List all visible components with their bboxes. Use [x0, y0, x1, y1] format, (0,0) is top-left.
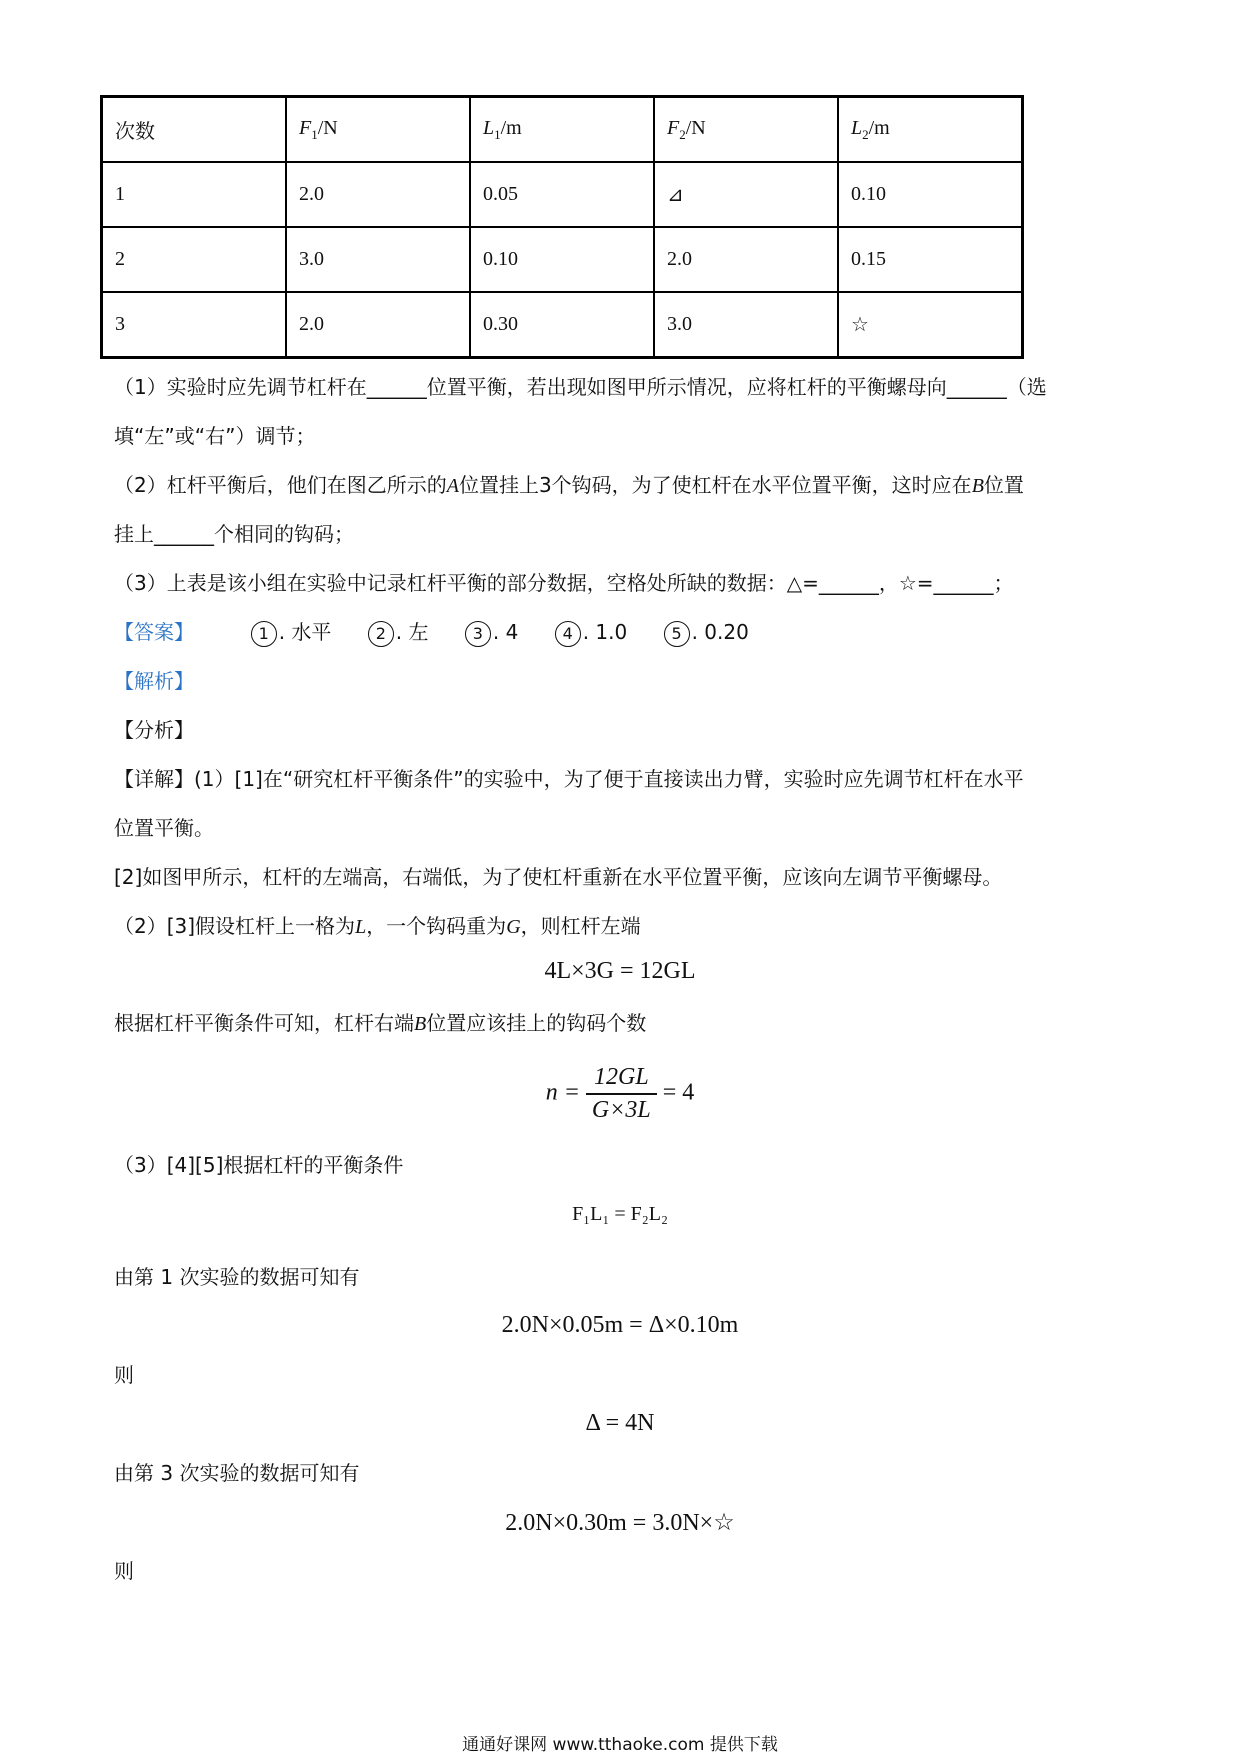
- question-3-line-1: （3）上表是该小组在实验中记录杠杆平衡的部分数据，空格处所缺的数据：△=______，☆=______；: [114, 571, 1014, 595]
- table-cell: 0.05: [470, 162, 654, 227]
- table-cell: 2.0: [286, 162, 470, 227]
- header-cell-f1: $F_1/N$: [286, 97, 470, 163]
- header-cell-l1: $L_1/m$: [470, 97, 654, 163]
- answer-item: 3 . 4: [465, 620, 518, 644]
- detail-p6: 由第 1 次实验的数据可知有: [114, 1265, 360, 1289]
- detail-p5: （3）[4][5]根据杠杆的平衡条件: [114, 1153, 404, 1177]
- answer-item: 5 . 0.20: [664, 620, 749, 644]
- table-cell: 2.0: [286, 292, 470, 358]
- question-2-line-2: 挂上______个相同的钩码；: [114, 522, 354, 546]
- table-cell: 1: [102, 162, 287, 227]
- formula-2: n = $\frac{12GL}{G\times 3L}$ = 4: [545, 1064, 695, 1123]
- table-cell: 2.0: [654, 227, 838, 292]
- question-1-line-1: （1）实验时应先调节杠杆在______位置平衡，若出现如图甲所示情况，应将杠杆的平衡螺母向______（选: [114, 375, 1047, 399]
- detail-p8: 由第 3 次实验的数据可知有: [114, 1461, 360, 1485]
- formula-4: 2.0N×0.05m = Δ×0.10m: [501, 1312, 739, 1338]
- table-row: [102, 227, 1023, 292]
- formula-1: 4L×3G = 12GL: [544, 958, 696, 984]
- answer-line: [114, 617, 1134, 647]
- detail-p7: 则: [114, 1363, 134, 1387]
- detail-p1-line-1: 【详解】(1）[1]在“研究杠杆平衡条件”的实验中，为了便于直接读出力臂，实验时应先调节杠杆在水平: [114, 767, 1024, 791]
- fenxi-tag: 【分析】: [114, 718, 194, 742]
- formula-6: 2.0N×0.30m = 3.0N×☆: [505, 1510, 735, 1536]
- table-cell: ☆: [838, 292, 1023, 358]
- detail-p3: （2）[3]假设杠杆上一格为L，一个钩码重为G，则杠杆左端: [114, 914, 641, 938]
- table-row: [102, 292, 1023, 358]
- table-cell: 0.15: [838, 227, 1023, 292]
- table-cell: 3: [102, 292, 287, 358]
- formula-3: F₁L₁ = F₂L₂: [572, 1203, 668, 1225]
- table-header-row: [102, 97, 1023, 163]
- detail-p1-line-2: 位置平衡。: [114, 816, 214, 840]
- question-2-line-1: （2）杠杆平衡后，他们在图乙所示的A位置挂上3个钩码，为了使杠杆在水平位置平衡，这时应在B位置: [114, 473, 1024, 497]
- jiexi-tag: 【解析】: [114, 669, 194, 693]
- page-footer: 通通好课网 www.tthaoke.com 提供下载: [462, 1735, 778, 1755]
- header-cell-f2: $F_2/N$: [654, 97, 838, 163]
- table-cell: 0.30: [470, 292, 654, 358]
- question-1-line-2: 填“左”或“右”）调节；: [114, 424, 316, 448]
- table-cell: 3.0: [654, 292, 838, 358]
- table-row: [102, 162, 1023, 227]
- detail-p4: 根据杠杆平衡条件可知，杠杆右端B位置应该挂上的钩码个数: [114, 1011, 647, 1035]
- header-cell-trial: 次数: [102, 97, 287, 163]
- answer-tag: 【答案】: [114, 620, 194, 644]
- fraction: $\frac{12GL}{G\times 3L}$: [586, 1064, 657, 1124]
- header-cell-l2: $L_2/m$: [838, 97, 1023, 163]
- table-cell: 0.10: [470, 227, 654, 292]
- detail-p2: [2]如图甲所示，杠杆的左端高，右端低，为了使杠杆重新在水平位置平衡，应该向左调节平衡螺母。: [114, 865, 1003, 889]
- formula-5: Δ = 4N: [585, 1410, 655, 1436]
- data-table: [100, 95, 1024, 359]
- detail-p9: 则: [114, 1559, 134, 1583]
- table-cell: ⊿: [654, 162, 838, 227]
- answer-item: 4 . 1.0: [555, 620, 628, 644]
- table-cell: 0.10: [838, 162, 1023, 227]
- table-cell: 3.0: [286, 227, 470, 292]
- table-cell: 2: [102, 227, 287, 292]
- answer-item: 2 . 左: [368, 620, 429, 644]
- answer-item: 1 . 水平: [251, 620, 332, 644]
